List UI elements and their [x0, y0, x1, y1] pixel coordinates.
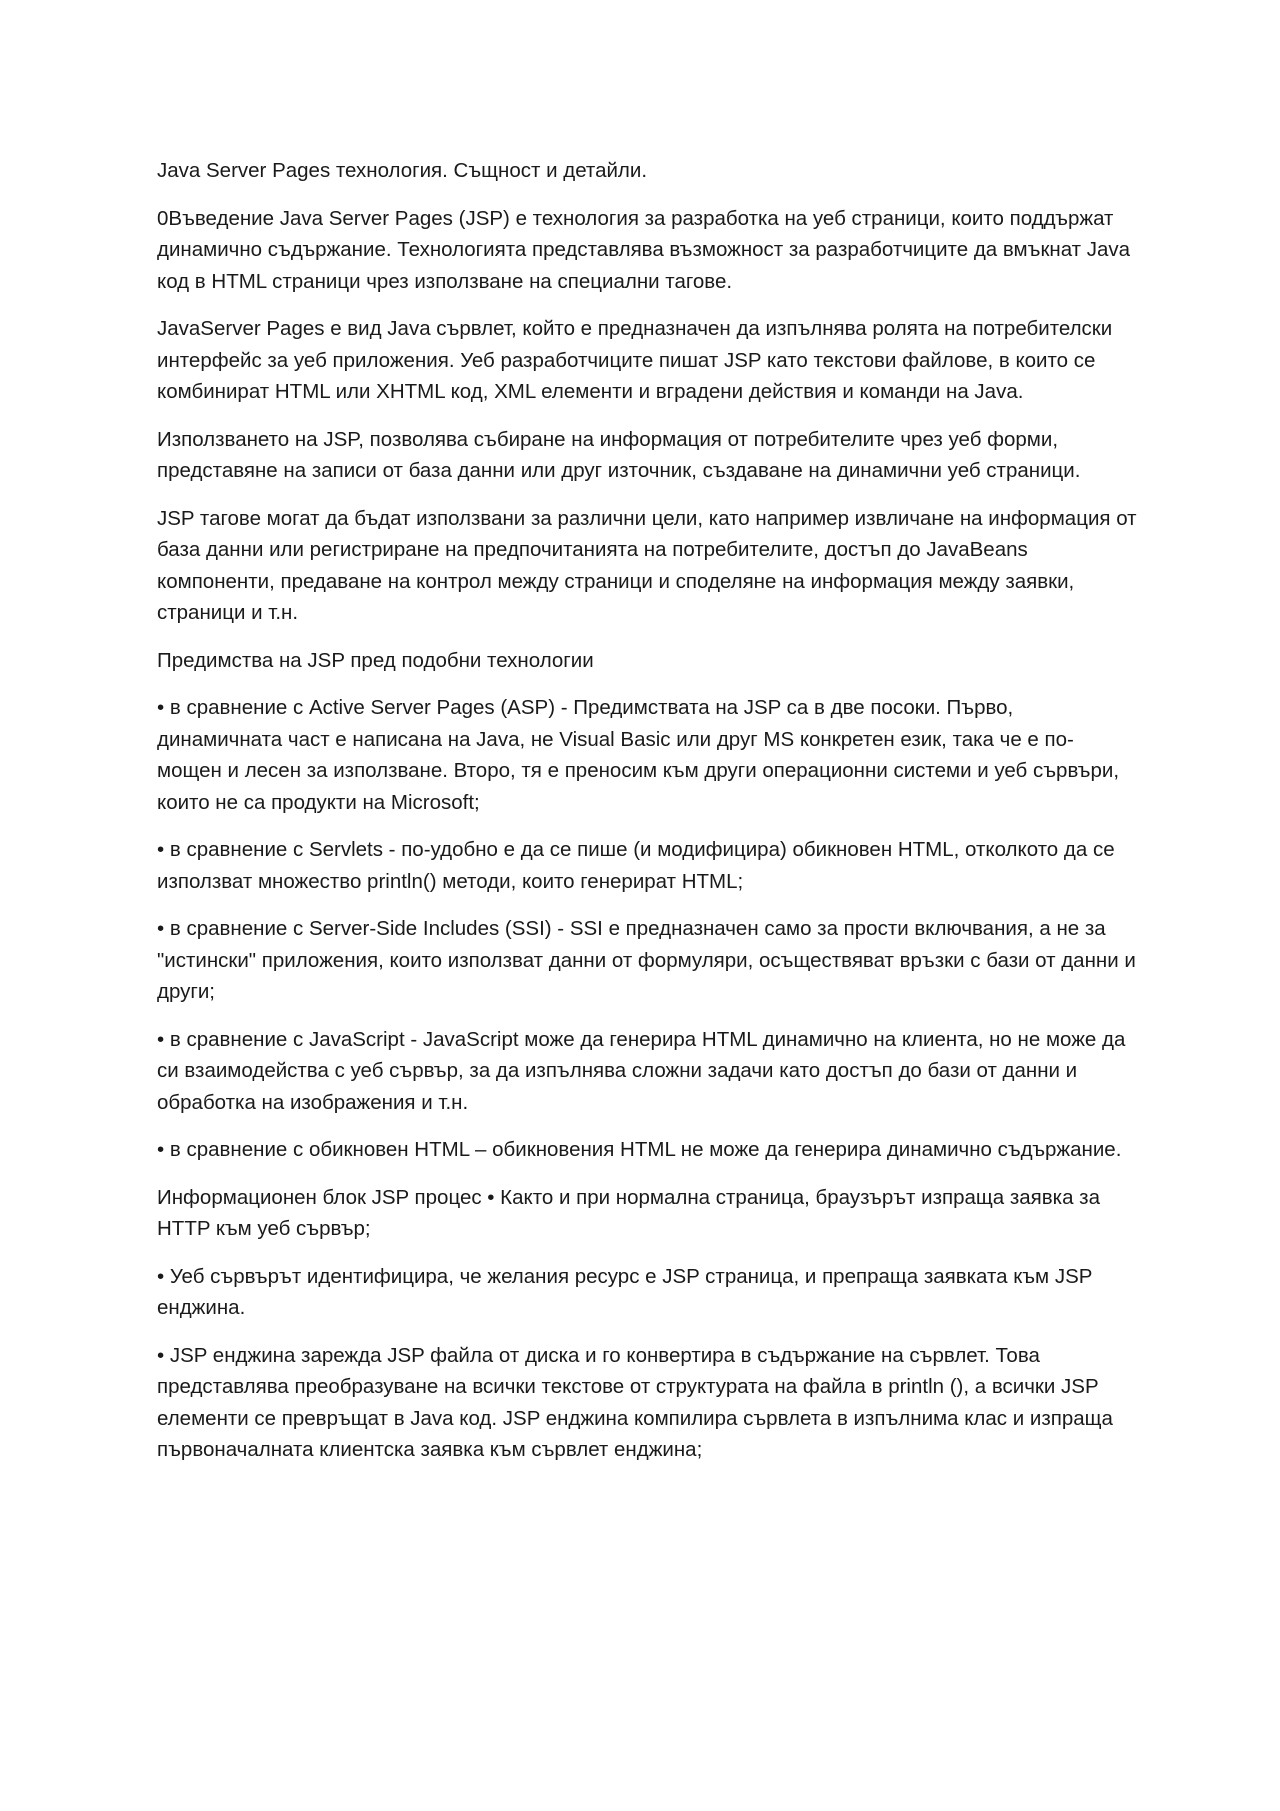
section-heading-advantages: Предимства на JSP пред подобни технологии — [157, 648, 594, 672]
paragraph-javaserver-pages: JavaServer Pages е вид Java сървлет, който е предназначен да изпълнява ролята на потребителски интерфейс за уеб приложения. Уеб разработчиците пишат JSP като текстови файлове, в които се комбинират HTML или XHTML код, XML елементи и вградени действия и команди на Java. — [157, 317, 1113, 403]
paragraph-usage: Използването на JSP, позволява събиране на информация от потребителите чрез уеб форми, представяне на записи от база данни или друг източник, създаване на динамични уеб страници. — [157, 427, 1081, 482]
document-body — [157, 155, 1137, 1482]
bullet-web-server: • Уеб сървърът идентифицира, че желания ресурс е JSP страница, и препраща заявката към JSP енджина. — [157, 1264, 1093, 1319]
bullet-jsp-engine: • JSP енджина зарежда JSP файла от диска и го конвертира в съдържание на сървлет. Това представлява преобразуване на всички текстове от структурата на файла в println (), а всички JSP елементи се превръщат в Java код. JSP енджина компилира сървлета в изпълнима клас и изпраща първоначалната клиентска заявка към сървлет енджина; — [157, 1343, 1113, 1461]
paragraph-process-block: Информационен блок JSP процес • Както и при нормална страница, браузърът изпраща заявка за HTTP към уеб сървър; — [157, 1185, 1100, 1240]
bullet-javascript-comparison: • в сравнение с JavaScript - JavaScript може да генерира HTML динамично на клиента, но не може да си взаимодейства с уеб сървър, за да изпълнява сложни задачи като достъп до бази от данни и обработка на изображения и т.н. — [157, 1027, 1126, 1114]
document-title: Java Server Pages технология. Същност и детайли. — [157, 159, 648, 182]
bullet-asp-comparison: • в сравнение с Active Server Pages (ASP) - Предимствата на JSP са в две посоки. Първо, динамичната част е написана на Java, не Visual Basic или друг MS конкретен език, така че е по-мощен и лесен за използване. Второ, тя е преносим към други операционни системи и уеб сървъри, които не са продукти на Microsoft; — [157, 696, 1120, 814]
paragraph-introduction: 0Въведение Java Server Pages (JSP) е технология за разработка на уеб страници, които поддържат динамично съдържание. Технологията представлява възможност за разработчиците да вмъкнат Java код в HTML страници чрез използване на специални тагове. — [157, 206, 1131, 293]
bullet-servlets-comparison: • в сравнение с Servlets - по-удобно е да се пише (и модифицира) обикновен HTML, отколкото да се използват множество println() методи, които генерират HTML; — [157, 838, 1115, 893]
paragraph-jsp-tags: JSP тагове могат да бъдат използвани за различни цели, като например извличане на информация от база данни или регистриране на предпочитанията на потребителите, достъп до JavaBeans компоненти, предаване на контрол между страници и споделяне на информация между заявки, страници и т.н. — [157, 506, 1137, 624]
bullet-html-comparison: • в сравнение с обикновен HTML – обикновения HTML не може да генерира динамично съдържание. — [157, 1138, 1122, 1161]
bullet-ssi-comparison: • в сравнение с Server-Side Includes (SSI) - SSI е предназначен само за прости включвания, а не за "истински" приложения, които използват данни от формуляри, осъществяват връзки с бази от данни и други; — [157, 917, 1136, 1003]
